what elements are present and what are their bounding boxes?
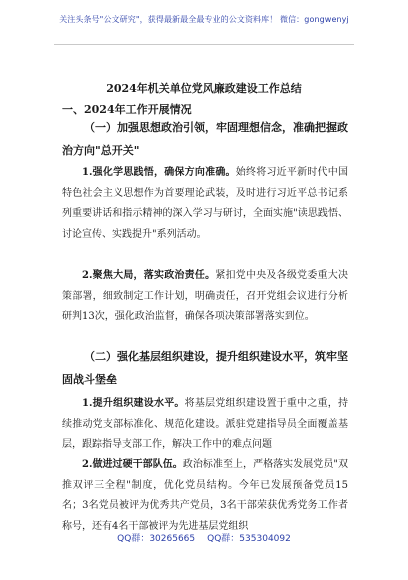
footer-qq-1: QQ群：30265665 bbox=[117, 534, 196, 544]
section-heading-1: 一、2024年工作开展情况 bbox=[62, 103, 192, 116]
item-4-body: 政治标准至上，严格落实发展党员"双推双评三全程"制度，优化党员结构。今年已发展预备党员15名；3名党员被评为优秀共产党员，3名干部荣获优秀党务工作者称号，还有4名干部被评为先进基层党组织 bbox=[62, 459, 348, 532]
document-title: 2024年机关单位党风廉政建设工作总结 bbox=[106, 82, 302, 95]
paragraph-item-1 bbox=[62, 163, 348, 245]
item-1-body: 始终将习近平新时代中国特色社会主义思想作为首要理论武装，及时进行习近平总书记系列重要讲话和指示精神的深入学习与研讨，全面实施"读思践悟、讨论宣传、实践提升"系列活动。 bbox=[62, 167, 349, 240]
item-2-body: 紧扣党中央及各级党委重大决策部署，细致制定工作计划，明确责任，召开党组会议进行分析研判13次，强化政治监督，确保各项决策部署落实到位。 bbox=[62, 270, 348, 322]
paragraph-item-3 bbox=[62, 394, 348, 456]
subsection-heading-1: （一）加强思想政治引领，牢固理想信念，准确把握政治方向"总开关" bbox=[62, 121, 348, 157]
item-1-lead: 1.强化学思践悟，确保方向准确。 bbox=[82, 167, 236, 178]
subsection-heading-2: （二）强化基层组织建设，提升组织建设水平，筑牢坚固战斗堡垒 bbox=[62, 350, 348, 386]
paragraph-item-4 bbox=[62, 455, 348, 537]
item-4-lead: 2.做进过硬干部队伍。 bbox=[82, 459, 183, 470]
item-3-body: 将基层党组织建设置于重中之重，持续推动党支部标准化、规范化建设。派驻党建指导员全面覆盖基层，跟踪指导支部工作，解决工作中的难点问题 bbox=[62, 398, 348, 450]
header-banner: 关注头条号"公文研究"，获得最新最全最专业的公文资料库！ 微信：gongwenyj bbox=[59, 15, 349, 24]
footer-qq-2: QQ群：535304092 bbox=[207, 534, 291, 544]
item-2-lead: 2.聚焦大局，落实政治责任。 bbox=[82, 270, 216, 281]
item-3-lead: 1.提升组织建设水平。 bbox=[82, 398, 185, 409]
header-divider bbox=[54, 44, 354, 45]
footer-contact bbox=[0, 531, 408, 544]
paragraph-item-2 bbox=[62, 266, 348, 328]
